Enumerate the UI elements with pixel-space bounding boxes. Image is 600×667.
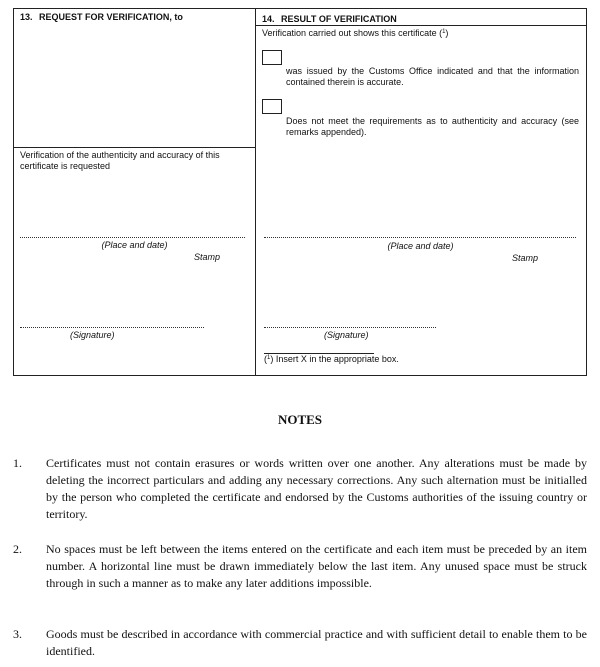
- column-divider: [255, 9, 256, 375]
- accurate-checkbox[interactable]: [262, 50, 282, 65]
- box14-intro-footnote-ref: 1: [442, 29, 446, 35]
- box13-signature-label: (Signature): [70, 330, 115, 340]
- option2-text: Does not meet the requirements as to authenticity and accuracy (see remarks appended).: [286, 116, 579, 137]
- note-text: No spaces must be left between the items entered on the certificate and each item must be preceded by an item number. A horizontal line must be drawn immediately below the last item. Any unused space must be struck through in such a manner as to make any later additions impossible.: [46, 542, 587, 590]
- note-text: Goods must be described in accordance with commercial practice and with sufficient detail to enable them to be identified.: [46, 627, 587, 658]
- box14-stamp-label: Stamp: [512, 253, 539, 263]
- box13-header: [20, 12, 183, 23]
- footnote-text: Insert X in the appropriate box.: [275, 354, 399, 364]
- box13-title: REQUEST FOR VERIFICATION, to: [39, 12, 183, 22]
- box13-divider: [14, 147, 255, 148]
- box14-header: [262, 14, 397, 25]
- note-number: 1.: [13, 456, 22, 470]
- note-number: 3.: [13, 627, 22, 641]
- box14-intro-end: ): [445, 28, 449, 38]
- notes-title: NOTES: [277, 412, 323, 427]
- box14-place-date-line[interactable]: [264, 237, 576, 238]
- box13-signature-line[interactable]: [20, 327, 204, 328]
- box14-signature-line[interactable]: [264, 327, 436, 328]
- box13-place-date-line[interactable]: [20, 237, 245, 238]
- box14-signature-label: (Signature): [324, 330, 369, 340]
- box14-intro-text: Verification carried out shows this certificate (: [262, 28, 443, 38]
- verification-form: [13, 8, 587, 376]
- box13-number: 13.: [20, 12, 33, 22]
- option1-text: was issued by the Customs Office indicated and that the information contained therein is accurate.: [286, 66, 579, 87]
- note-number: 2.: [13, 542, 22, 556]
- not-accurate-checkbox[interactable]: [262, 99, 282, 114]
- box14-footnote: ($^1$) Insert X in the appropriate box.: [264, 354, 399, 364]
- box13-stamp-label: Stamp: [194, 252, 221, 262]
- box14-intro: [262, 28, 448, 39]
- footnote-marker: 1: [267, 355, 271, 361]
- box14-header-divider: [255, 25, 586, 26]
- box13-request-text: Verification of the authenticity and accuracy of this certificate is requested: [20, 150, 220, 171]
- note-text: Certificates must not contain erasures or words written over one another. Any alterations must be made by deleting the incorrect particulars and adding any necessary corrections. Any such alternation must be initialled by the person who completed the certificate and endorsed by the Customs authorities of the issuing country or territory.: [46, 456, 587, 521]
- box14-title: RESULT OF VERIFICATION: [281, 14, 397, 24]
- box14-place-date-label: (Place and date): [387, 241, 454, 251]
- box14-number: 14.: [262, 14, 275, 24]
- box13-place-date-label: (Place and date): [101, 240, 168, 250]
